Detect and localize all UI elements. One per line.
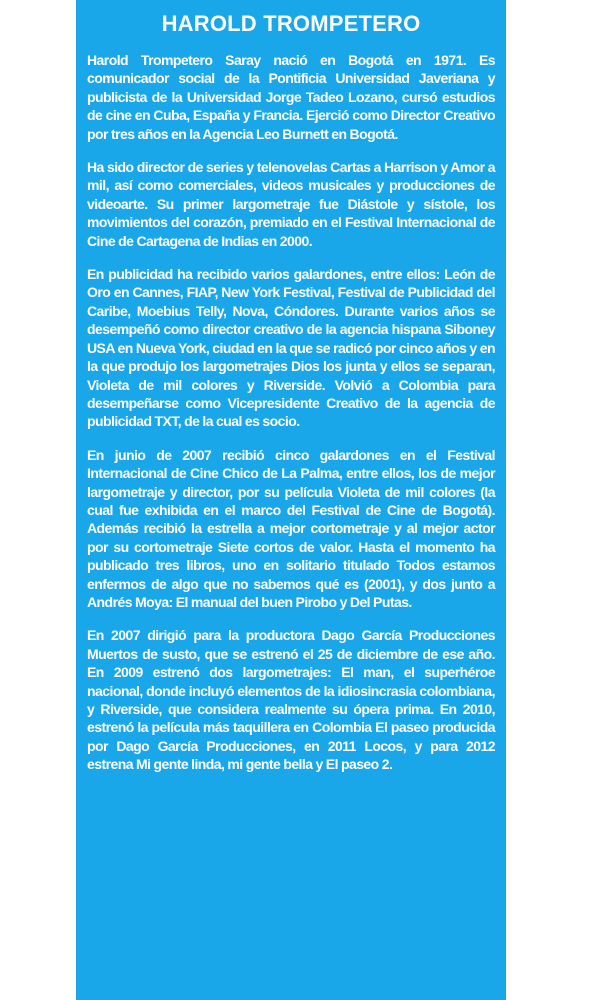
paragraph-director-career: Ha sido director de series y telenovelas Cartas a Harrison y Amor a mil, así como comerciales, videos musicales y producciones de videoarte. Su primer largometraje fue Diástole y sístole, los movimientos del corazón, premiado en el Festival Internacional de Cine de Cartagena de Indias en 2000.	[87, 159, 495, 249]
biography-panel	[76, 0, 506, 1000]
paragraph-awards-books: En junio de 2007 recibió cinco galardones en el Festival Internacional de Cine Chico de La Palma, entre ellos, los de mejor largometraje y director, por su película Violeta de mil colores (la cual fue exhibida en el marco del Festival de Cine de Bogotá). Además recibió la estrella a mejor cortometraje y al mejor actor por su cortometraje Siete cortos de valor. Hasta el momento ha publicado tres libros, uno en solitario titulado Todos estamos enfermos de algo que no sabemos qué es (2001), y dos junto a Andrés Moya: El manual del buen Pirobo y Del Putas.	[87, 446, 495, 610]
paragraph-recent-films: En 2007 dirigió para la productora Dago García Producciones Muertos de susto, que se estrenó el 25 de diciembre de ese año. En 2009 estrenó dos largometrajes: El man, el superhéroe nacional, donde incluyó elementos de la idiosincrasia colombiana, y Riverside, que considera realmente su ópera prima. En 2010, estrenó la película más taquillera en Colombia El paseo producida por Dago García Producciones, en 2011 Locos, y para 2012 estrena Mi gente linda, mi gente bella y El paseo 2.	[87, 627, 495, 773]
paragraph-early-life: Harold Trompetero Saray nació en Bogotá en 1971. Es comunicador social de la Pontificia Universidad Javeriana y publicista de la Universidad Jorge Tadeo Lozano, cursó estudios de cine en Cuba, España y Francia. Ejerció como Director Creativo por tres años en la Agencia Leo Burnett en Bogotá.	[87, 52, 495, 142]
article-title: HAROLD TROMPETERO	[161, 11, 421, 36]
paragraph-advertising: En publicidad ha recibido varios galardones, entre ellos: León de Oro en Cannes, FIAP, New York Festival, Festival de Publicidad del Caribe, Moebius Telly, Nova, Cóndores. Durante varios años se desempeñó como director creativo de la agencia hispana Siboney USA en Nueva York, ciudad en la que se radicó por cinco años y en la que produjo los largometrajes Dios los junta y ellos se separan, Violeta de mil colores y Riverside. Volvió a Colombia para desempeñarse como Vicepresidente Creativo de la agencia de publicidad TXT, de la cual es socio.	[87, 266, 495, 430]
